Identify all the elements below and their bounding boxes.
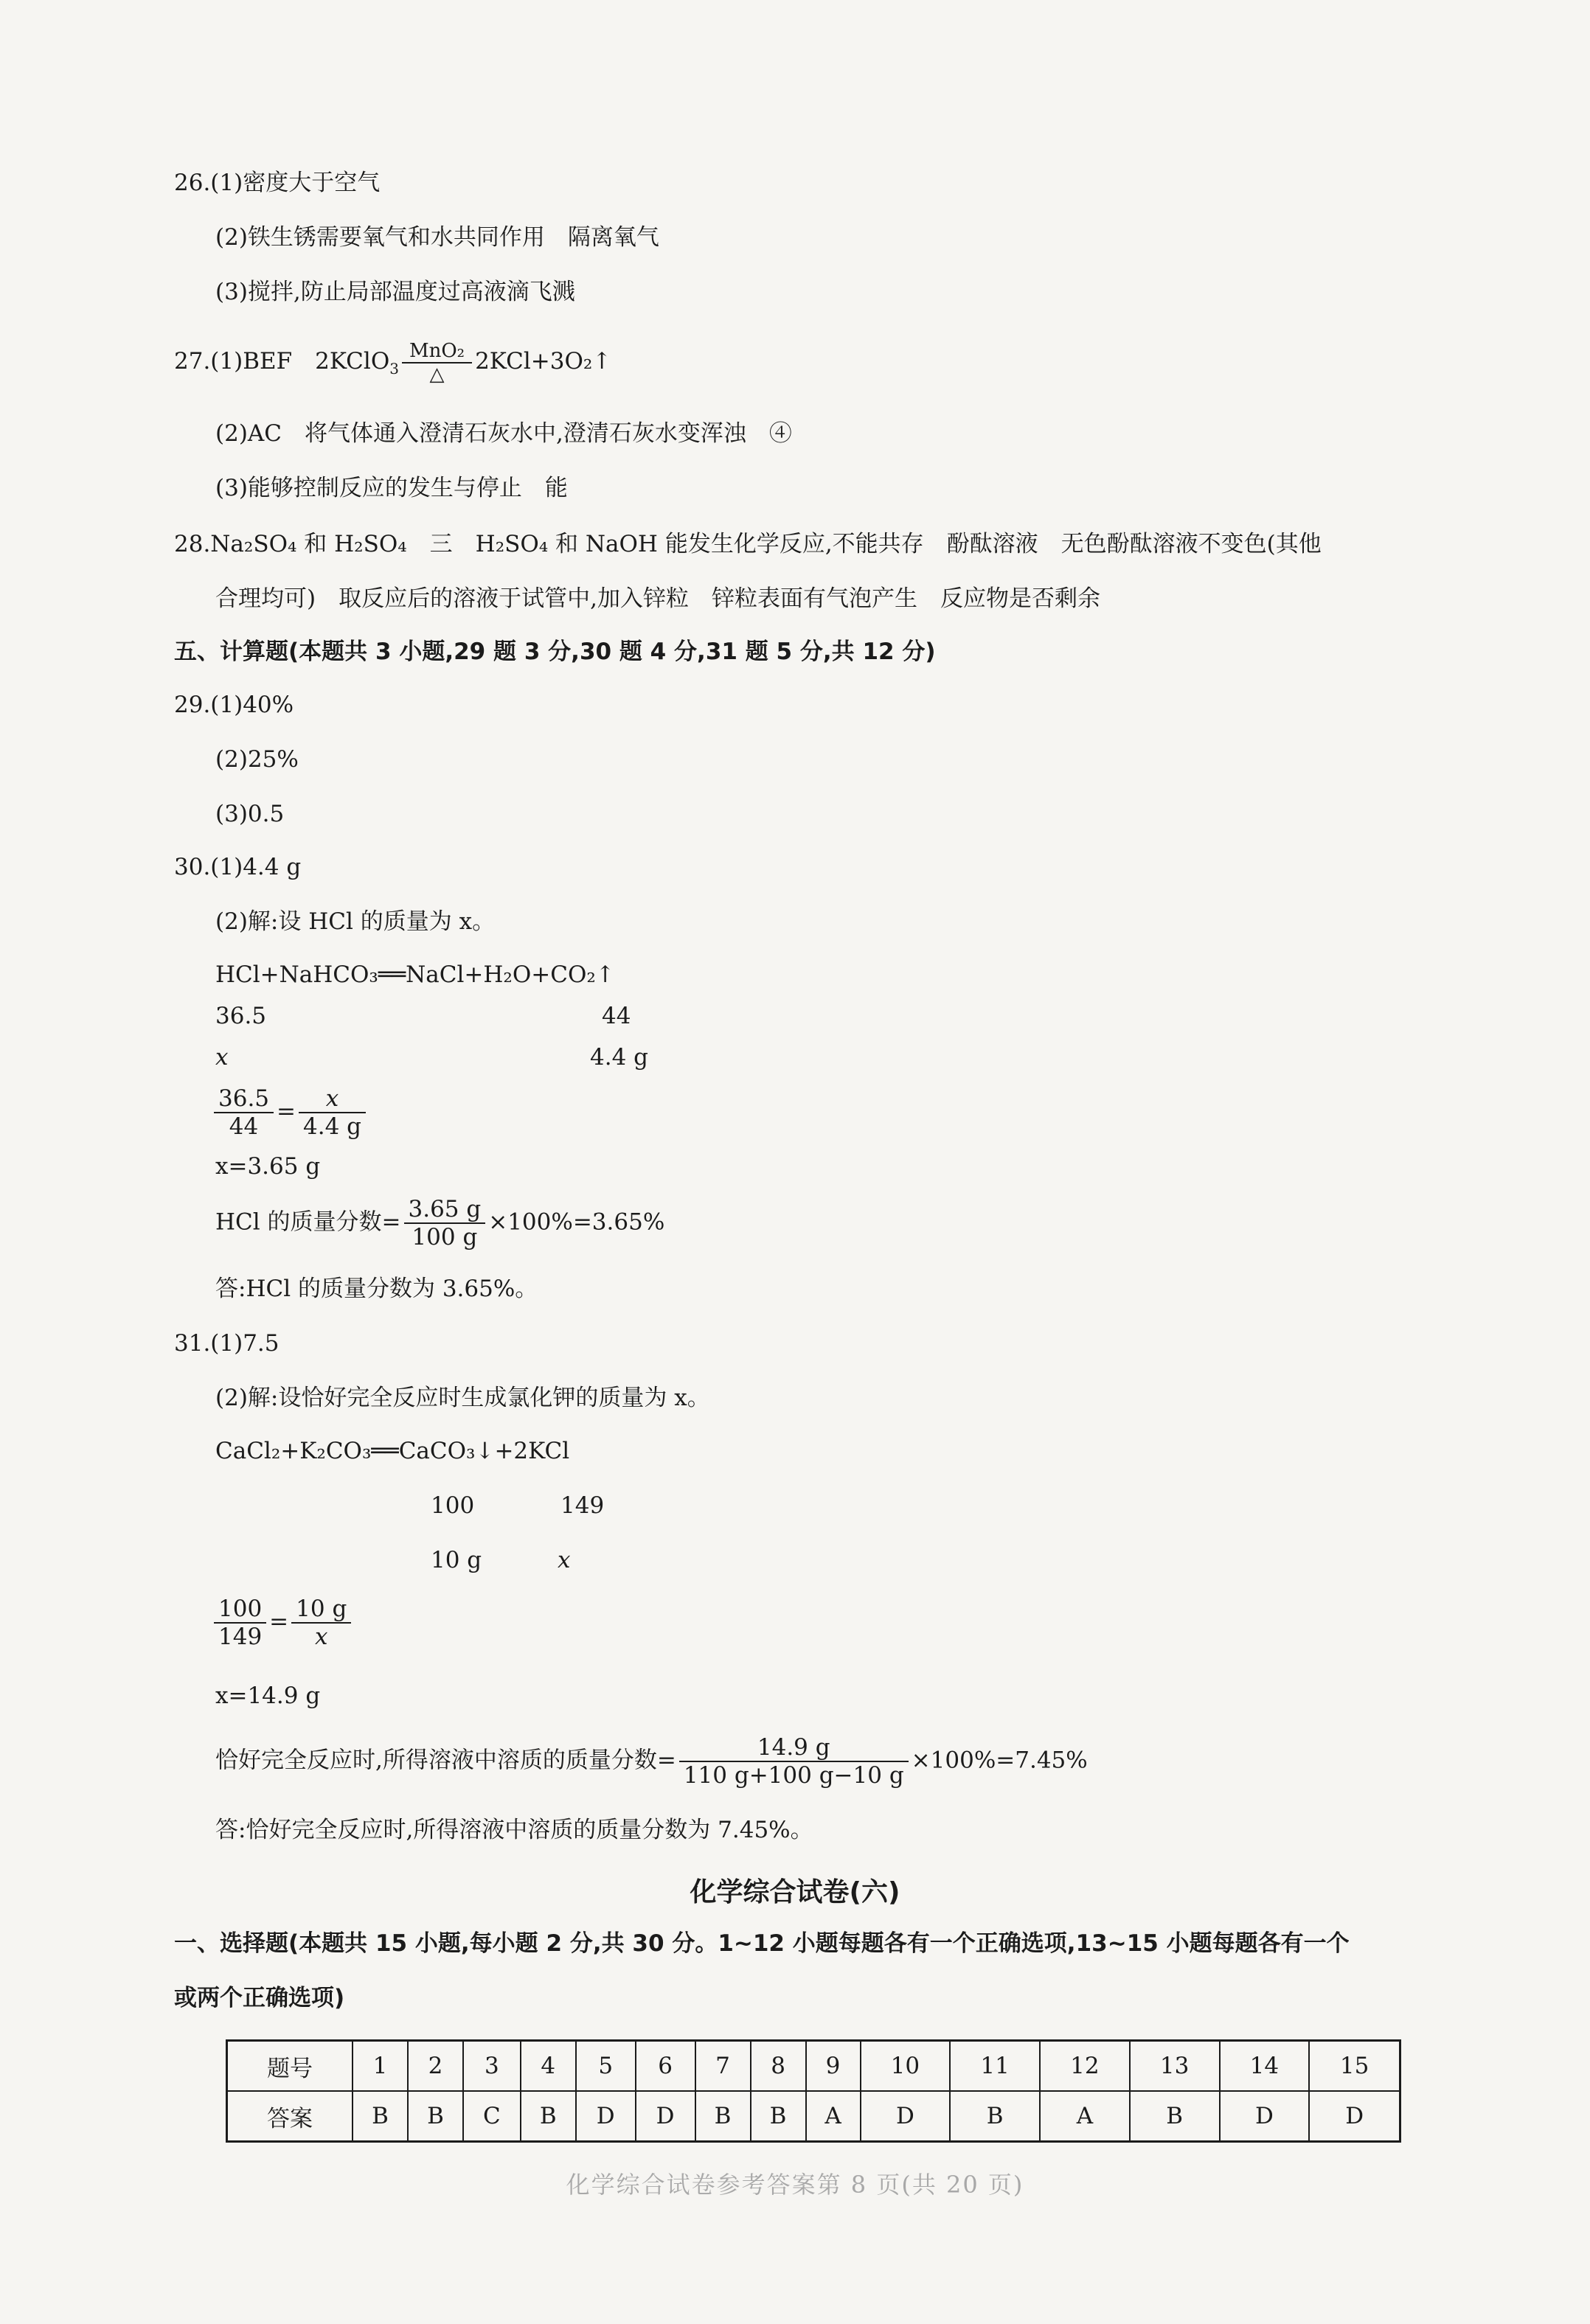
question-number: 11	[950, 2041, 1040, 2092]
q31-percent: 恰好完全反应时,所得溶液中溶质的质量分数= $\frac{14.9 g}{110 g+100 g-10 g}$ ×100%=7.45%	[215, 1734, 1088, 1789]
question-number: 13	[1130, 2041, 1220, 2092]
table-row-label: 题号	[227, 2041, 353, 2092]
q28-line1: 28.Na₂SO₄ 和 H₂SO₄ 三 H₂SO₄ 和 NaOH 能发生化学反应,不能共存 酚酞溶液 无色酚酞溶液不变色(其他	[174, 531, 1322, 557]
question-number: 12	[1040, 2041, 1130, 2092]
q30-x-result: x=3.65 g	[215, 1153, 321, 1180]
answer-cell: A	[806, 2091, 861, 2142]
question-number: 10	[861, 2041, 951, 2092]
question-number: 5	[576, 2041, 636, 2092]
q31-mass1: 100	[431, 1492, 475, 1519]
catalyst: MnO₂	[402, 340, 472, 363]
q30-line1: 30.(1)4.4 g	[174, 854, 302, 880]
q29-line2: (2)25%	[215, 746, 299, 773]
answer-cell: D	[1220, 2091, 1310, 2142]
question-number: 9	[806, 2041, 861, 2092]
q26-line1: 26.(1)密度大于空气	[174, 170, 381, 196]
question-number: 15	[1309, 2041, 1400, 2092]
fraction: $\frac{14.9 g}{110 g+100 g-10 g}$	[679, 1734, 909, 1789]
q31-line1: 31.(1)7.5	[174, 1330, 280, 1357]
q31-answer: 答:恰好完全反应时,所得溶液中溶质的质量分数为 7.45%。	[215, 1817, 813, 1843]
answer-cell: B	[521, 2091, 576, 2142]
q27-prefix: 27.(1)BEF 2KClO	[174, 348, 390, 375]
question-number: 1	[353, 2041, 408, 2092]
question-number: 7	[695, 2041, 751, 2092]
answer-cell: B	[695, 2091, 751, 2142]
q27-line1: 27.(1)BEF 2KClO$_3$ MnO₂ △ 2KCl+3O₂↑	[174, 339, 612, 386]
q31-var1: 10 g	[431, 1547, 482, 1573]
fraction: $\frac{100}{149}$	[214, 1596, 266, 1650]
q30-var1: x	[215, 1044, 229, 1071]
table-row	[227, 2041, 1400, 2092]
q27-line3: (3)能够控制反应的发生与停止 能	[215, 475, 568, 501]
q31-proportion: $\frac{100}{149}$ = $\frac{10 g}{x}$	[211, 1596, 354, 1650]
q29-line1: 29.(1)40%	[174, 692, 294, 718]
q27-line2: (2)AC 将气体通入澄清石灰水中,澄清石灰水变浑浊 ④	[215, 420, 792, 447]
fraction: $\frac{x}{4.4 g}$	[299, 1085, 366, 1140]
q30-line2: (2)解:设 HCl 的质量为 x。	[215, 908, 496, 935]
question-number: 4	[521, 2041, 576, 2092]
table-row-label: 答案	[227, 2091, 353, 2142]
question-number: 3	[463, 2041, 521, 2092]
question-number: 14	[1220, 2041, 1310, 2092]
q31-equation: CaCl₂+K₂CO₃══CaCO₃↓+2KCl	[215, 1438, 570, 1464]
q27-products: 2KCl+3O₂↑	[475, 348, 612, 375]
answer-cell: D	[1309, 2091, 1400, 2142]
answer-cell: B	[1130, 2091, 1220, 2142]
fraction: $\frac{10 g}{x}$	[291, 1596, 351, 1650]
answer-cell: B	[751, 2091, 806, 2142]
answer-table	[226, 2039, 1401, 2143]
q30-equation: HCl+NaHCO₃══NaCl+H₂O+CO₂↑	[215, 961, 615, 988]
q31-mass2: 149	[560, 1492, 605, 1519]
q28-line2: 合理均可) 取反应后的溶液于试管中,加入锌粒 锌粒表面有气泡产生 反应物是否剩余	[215, 585, 1100, 612]
question-number: 2	[408, 2041, 463, 2092]
q31-line2: (2)解:设恰好完全反应时生成氯化钾的质量为 x。	[215, 1385, 710, 1411]
paper-title: 化学综合试卷(六)	[690, 1877, 900, 1907]
answer-cell: D	[636, 2091, 695, 2142]
answer-cell: C	[463, 2091, 521, 2142]
answer-cell: B	[950, 2091, 1040, 2142]
reaction-condition	[402, 340, 472, 386]
answer-cell: B	[353, 2091, 408, 2142]
question-number: 6	[636, 2041, 695, 2092]
q26-line3: (3)搅拌,防止局部温度过高液滴飞溅	[215, 279, 575, 305]
q31-x-result: x=14.9 g	[215, 1683, 321, 1709]
answer-cell: D	[576, 2091, 636, 2142]
section5-heading: 五、计算题(本题共 3 小题,29 题 3 分,30 题 4 分,31 题 5 分,共 12 分)	[174, 639, 936, 665]
table-row	[227, 2091, 1400, 2142]
section1-heading-line2: 或两个正确选项)	[174, 1985, 345, 2011]
page-footer: 化学综合试卷参考答案第 8 页(共 20 页)	[566, 2171, 1024, 2199]
q26-line2: (2)铁生锈需要氧气和水共同作用 隔离氧气	[215, 224, 659, 251]
q31-var2: x	[558, 1547, 571, 1573]
answer-cell: A	[1040, 2091, 1130, 2142]
section1-heading-line1: 一、选择题(本题共 15 小题,每小题 2 分,共 30 分。1~12 小题每题各有一个正确选项,13~15 小题每题各有一个	[174, 1930, 1350, 1957]
fraction: $\frac{3.65 g}{100 g}$	[404, 1196, 486, 1250]
q30-var2: 4.4 g	[590, 1044, 648, 1071]
q30-mass1: 36.5	[215, 1003, 267, 1029]
answer-cell: B	[408, 2091, 463, 2142]
q29-line3: (3)0.5	[215, 801, 285, 827]
heat-symbol: △	[429, 363, 445, 386]
q30-answer: 答:HCl 的质量分数为 3.65%。	[215, 1276, 538, 1302]
fraction: $\frac{36.5}{44}$	[214, 1085, 274, 1140]
answer-cell: D	[861, 2091, 951, 2142]
q30-mass2: 44	[602, 1003, 631, 1029]
question-number: 8	[751, 2041, 806, 2092]
q30-proportion: $\frac{36.5}{44}$ = $\frac{x}{4.4 g}$	[211, 1085, 369, 1140]
q30-percent: HCl 的质量分数= $\frac{3.65 g}{100 g}$ ×100%=3.65%	[215, 1196, 665, 1250]
